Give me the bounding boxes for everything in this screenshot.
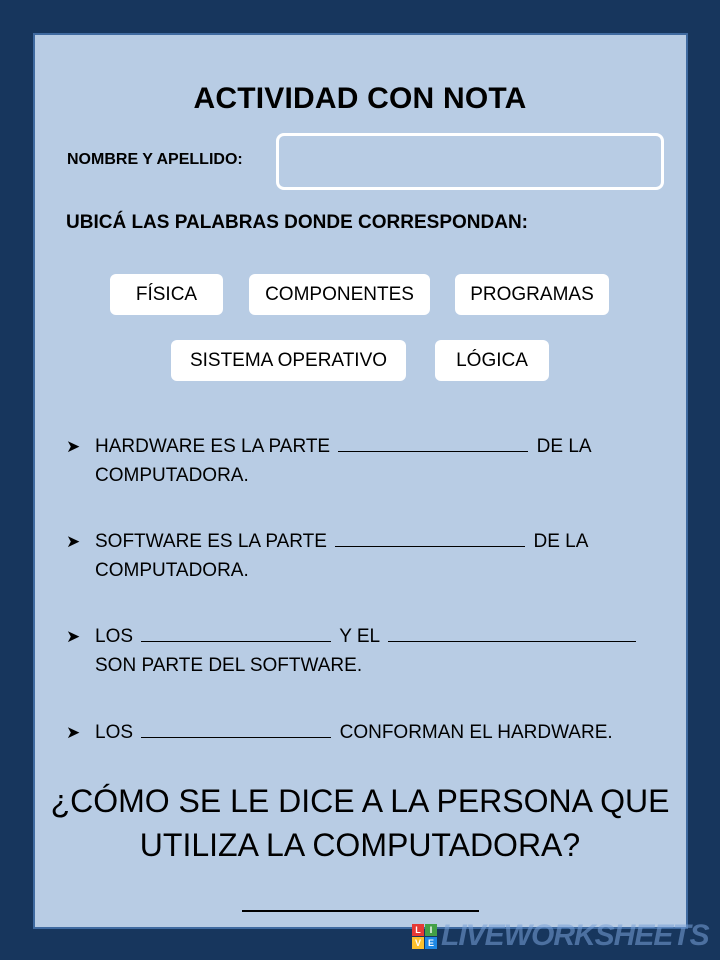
sentence-text: DE LA (533, 531, 589, 552)
arrow-bullet-icon: ➤ (66, 437, 81, 456)
sentence-text: SOFTWARE ES LA PARTE (95, 531, 327, 552)
word-chip-logica[interactable]: LÓGICA (435, 340, 549, 381)
arrow-bullet-icon: ➤ (66, 532, 81, 551)
name-label: NOMBRE Y APELLIDO: (67, 151, 243, 168)
sentence-text: HARDWARE ES LA PARTE (95, 436, 331, 457)
sentence-text: DE LA (536, 436, 592, 457)
question-line: ¿CÓMO SE LE DICE A LA PERSONA QUE (50, 783, 670, 819)
sentence-text: LOS (95, 626, 134, 647)
question-text (0, 779, 720, 867)
sentence-item (66, 622, 666, 680)
answer-blank[interactable] (141, 718, 331, 738)
answer-blank-question[interactable] (242, 910, 479, 912)
sentence-text: CONFORMAN EL HARDWARE. (339, 722, 613, 743)
word-chip-programas[interactable]: PROGRAMAS (455, 274, 609, 315)
sentence-text: COMPUTADORA. (95, 465, 249, 486)
sentence-item (66, 432, 666, 490)
word-chip-componentes[interactable]: COMPONENTES (249, 274, 430, 315)
page-title: ACTIVIDAD CON NOTA (193, 82, 527, 115)
instruction-text: UBICÁ LAS PALABRAS DONDE CORRESPONDAN: (66, 212, 528, 233)
word-chip-sistema-operativo[interactable]: SISTEMA OPERATIVO (171, 340, 406, 381)
sentence-text: Y EL (339, 626, 380, 647)
liveworksheets-watermark (412, 919, 709, 952)
logo-letter: I (425, 924, 437, 936)
sentence-text: SON PARTE DEL SOFTWARE. (95, 655, 363, 676)
watermark-text: LIVEWORKSHEETS (441, 919, 709, 952)
answer-blank[interactable] (388, 622, 636, 642)
name-input[interactable] (276, 133, 664, 190)
logo-letter: L (412, 924, 424, 936)
sentence-item (66, 527, 666, 585)
answer-blank[interactable] (141, 622, 331, 642)
word-chip-fisica[interactable]: FÍSICA (110, 274, 223, 315)
logo-letter: E (425, 937, 437, 949)
answer-blank[interactable] (338, 432, 528, 452)
sentence-text: COMPUTADORA. (95, 560, 249, 581)
answer-blank[interactable] (335, 527, 525, 547)
logo-letter: V (412, 937, 424, 949)
sentence-item (66, 718, 666, 747)
arrow-bullet-icon: ➤ (66, 723, 81, 742)
sentence-text: LOS (95, 722, 134, 743)
liveworksheets-logo-icon (412, 924, 437, 949)
question-line: UTILIZA LA COMPUTADORA? (139, 827, 581, 863)
arrow-bullet-icon: ➤ (66, 627, 81, 646)
